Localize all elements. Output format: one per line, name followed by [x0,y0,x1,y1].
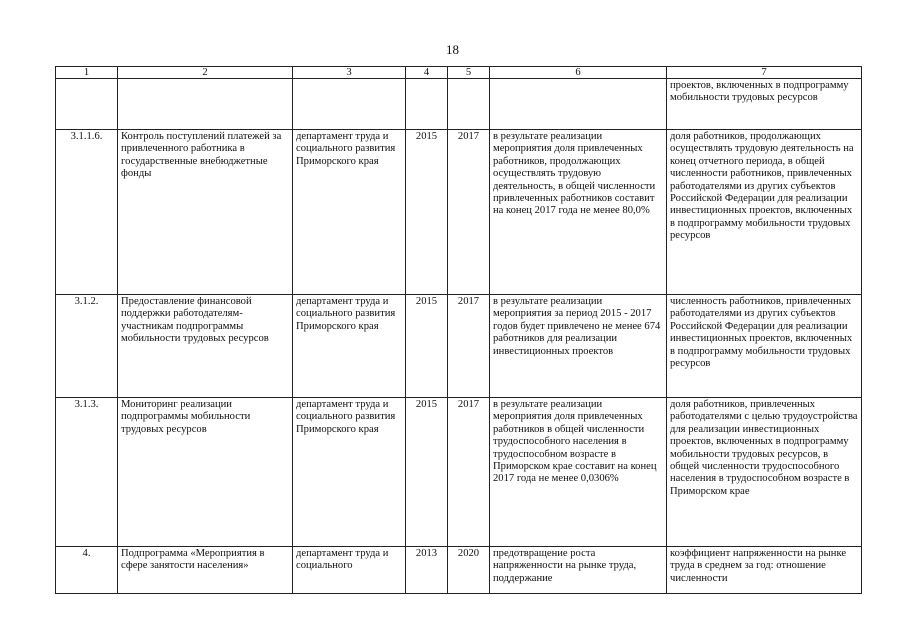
end-year-cell: 2017 [448,295,490,398]
start-year-cell: 2015 [406,398,448,547]
activity-name-cell: Подпрограмма «Мероприятия в сфере занятости населения» [118,547,293,594]
end-year-cell: 2017 [448,398,490,547]
expected-result-cell: в результате реализации мероприятия доля привлеченных работников, продолжающих осуществлять трудовую деятельность, в общей численности привлеченных работников составит на конец 2017 года не менее 80,0% [490,130,667,295]
activity-name-cell: Мониторинг реализации подпрограммы мобильности трудовых ресурсов [118,398,293,547]
row-number-cell [56,79,118,130]
expected-result-cell: в результате реализации мероприятия за период 2015 - 2017 годов будет привлечено не менее 674 работников для реализации инвестиционных проектов [490,295,667,398]
header-cell-col6: 6 [490,67,667,79]
indicator-cell: проектов, включенных в подпрограмму мобильности трудовых ресурсов [667,79,862,130]
end-year-cell [448,79,490,130]
page-number: 18 [446,42,459,57]
executor-cell: департамент труда и социального развития Приморского края [293,398,406,547]
executor-cell [293,79,406,130]
start-year-cell: 2013 [406,547,448,594]
expected-result-cell [490,79,667,130]
header-cell-col5: 5 [448,67,490,79]
indicator-cell: коэффициент напряженности на рынке труда в среднем за год: отношение численности [667,547,862,594]
indicator-cell: доля работников, привлеченных работодателями с целью трудоустройства для реализации инвестиционных проектов, включенных в подпрограмму мобильности трудовых ресурсов, в общей численности трудоспособного населения в трудоспособном возрасте в Приморском крае [667,398,862,547]
start-year-cell: 2015 [406,295,448,398]
table-row [56,547,862,594]
row-number-cell: 4. [56,547,118,594]
executor-cell: департамент труда и социального развития Приморского края [293,295,406,398]
table-row [56,295,862,398]
activity-name-cell [118,79,293,130]
table-row [56,130,862,295]
program-activities-table [55,66,862,594]
row-number-cell: 3.1.3. [56,398,118,547]
header-cell-col3: 3 [293,67,406,79]
executor-cell: департамент труда и социального [293,547,406,594]
header-cell-col1: 1 [56,67,118,79]
header-cell-col2: 2 [118,67,293,79]
row-number-cell: 3.1.2. [56,295,118,398]
table-row [56,398,862,547]
indicator-cell: доля работников, продолжающих осуществлять трудовую деятельность на конец отчетного периода, в общей численности работников, привлеченных работодателями из других субъектов Российской Федерации для реализации инвестиционных проектов, включенных в подпрограмму мобильности трудовых ресурсов [667,130,862,295]
header-cell-col4: 4 [406,67,448,79]
start-year-cell [406,79,448,130]
header-row [56,67,862,79]
activity-name-cell: Контроль поступлений платежей за привлеченного работника в государственные внебюджетные фонды [118,130,293,295]
activity-name-cell: Предоставление финансовой поддержки работодателям-участникам подпрограммы мобильности трудовых ресурсов [118,295,293,398]
end-year-cell: 2017 [448,130,490,295]
start-year-cell: 2015 [406,130,448,295]
expected-result-cell: предотвращение роста напряженности на рынке труда, поддержание [490,547,667,594]
header-cell-col7: 7 [667,67,862,79]
executor-cell: департамент труда и социального развития Приморского края [293,130,406,295]
indicator-cell: численность работников, привлеченных работодателями из других субъектов Российской Федерации для реализации инвестиционных проектов, включенных в подпрограмму мобильности трудовых ресурсов [667,295,862,398]
row-number-cell: 3.1.1.6. [56,130,118,295]
expected-result-cell: в результате реализации мероприятия доля привлеченных работников в общей численности трудоспособного населения в трудоспособном возрасте в Приморском крае составит на конец 2017 года не менее 0,0306% [490,398,667,547]
table-row [56,79,862,130]
end-year-cell: 2020 [448,547,490,594]
